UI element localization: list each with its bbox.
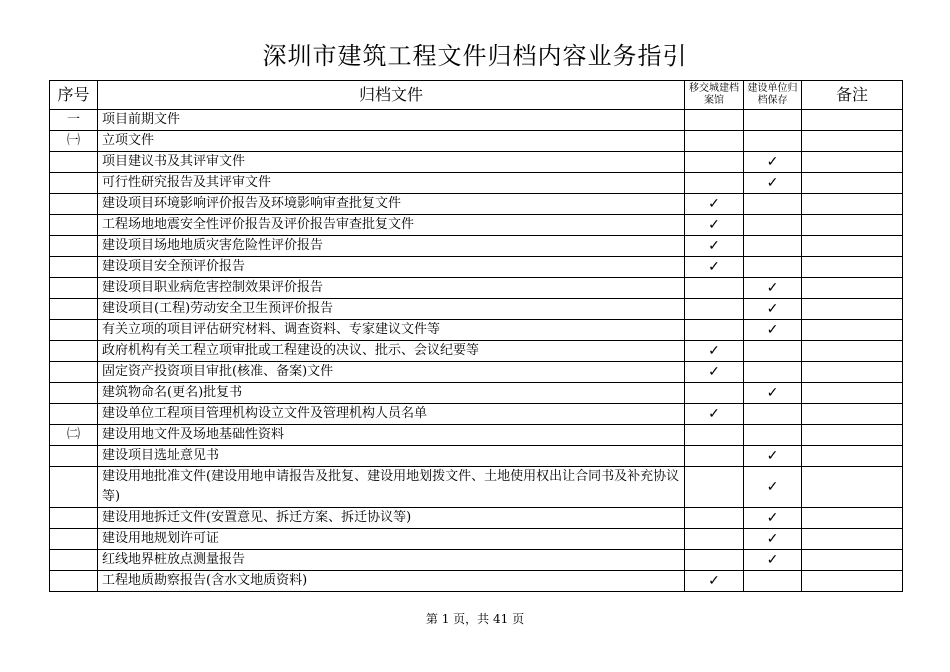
check-icon: ✓ — [685, 257, 744, 278]
transfer-check-cell — [685, 131, 744, 152]
row-seq: 一 — [50, 110, 98, 131]
table-row — [50, 194, 903, 215]
row-name: 建设用地拆迁文件(安置意见、拆迁方案、拆迁协议等) — [98, 508, 685, 529]
check-icon: ✓ — [685, 341, 744, 362]
row-name: 项目前期文件 — [98, 110, 685, 131]
row-name: 建设用地规划许可证 — [98, 529, 685, 550]
table-row — [50, 550, 903, 571]
row-seq — [50, 362, 98, 383]
row-note — [802, 341, 903, 362]
row-name: 工程地质勘察报告(含水文地质资料) — [98, 571, 685, 592]
page-footer: 第 1 页，共 41 页 — [425, 612, 525, 626]
header-unit-archive: 建设单位归档保存 — [744, 81, 802, 110]
row-seq: ㈡ — [50, 425, 98, 446]
transfer-check-cell — [685, 550, 744, 571]
row-note — [802, 236, 903, 257]
check-icon: ✓ — [744, 278, 802, 299]
table-row — [50, 278, 903, 299]
table-row — [50, 383, 903, 404]
row-note — [802, 278, 903, 299]
row-note — [802, 215, 903, 236]
row-seq: ㈠ — [50, 131, 98, 152]
unit-check-cell — [744, 571, 802, 592]
unit-check-cell — [744, 341, 802, 362]
check-icon: ✓ — [744, 383, 802, 404]
row-name: 红线地界桩放点测量报告 — [98, 550, 685, 571]
row-name: 固定资产投资项目审批(核准、备案)文件 — [98, 362, 685, 383]
transfer-check-cell — [685, 152, 744, 173]
table-row — [50, 508, 903, 529]
check-icon: ✓ — [744, 173, 802, 194]
row-name: 建设项目环境影响评价报告及环境影响审查批复文件 — [98, 194, 685, 215]
row-name: 有关立项的项目评估研究材料、调查资料、专家建议文件等 — [98, 320, 685, 341]
row-seq — [50, 550, 98, 571]
transfer-check-cell — [685, 425, 744, 446]
table-row — [50, 404, 903, 425]
row-seq — [50, 404, 98, 425]
transfer-check-cell — [685, 173, 744, 194]
transfer-check-cell — [685, 278, 744, 299]
table-row — [50, 529, 903, 550]
check-icon: ✓ — [744, 299, 802, 320]
transfer-check-cell — [685, 320, 744, 341]
row-name: 建设项目场地地质灾害危险性评价报告 — [98, 236, 685, 257]
check-icon: ✓ — [685, 194, 744, 215]
table-row — [50, 173, 903, 194]
row-name: 建设项目职业病危害控制效果评价报告 — [98, 278, 685, 299]
row-seq — [50, 278, 98, 299]
table-row — [50, 110, 903, 131]
row-seq — [50, 194, 98, 215]
row-note — [802, 110, 903, 131]
row-name: 建设项目(工程)劳动安全卫生预评价报告 — [98, 299, 685, 320]
row-note — [802, 467, 903, 508]
row-seq — [50, 341, 98, 362]
check-icon: ✓ — [685, 571, 744, 592]
transfer-check-cell — [685, 299, 744, 320]
check-icon: ✓ — [685, 236, 744, 257]
check-icon: ✓ — [744, 446, 802, 467]
transfer-check-cell — [685, 508, 744, 529]
row-name: 项目建议书及其评审文件 — [98, 152, 685, 173]
row-name: 建设用地批准文件(建设用地申请报告及批复、建设用地划拨文件、土地使用权出让合同书及补充协议等) — [98, 467, 685, 508]
unit-check-cell — [744, 215, 802, 236]
row-note — [802, 299, 903, 320]
table-row — [50, 299, 903, 320]
row-name: 工程场地地震安全性评价报告及评价报告审查批复文件 — [98, 215, 685, 236]
row-name: 建设用地文件及场地基础性资料 — [98, 425, 685, 446]
header-row — [50, 81, 903, 110]
table-row — [50, 236, 903, 257]
row-seq — [50, 508, 98, 529]
row-name: 可行性研究报告及其评审文件 — [98, 173, 685, 194]
row-seq — [50, 529, 98, 550]
check-icon: ✓ — [685, 362, 744, 383]
table-row — [50, 215, 903, 236]
check-icon: ✓ — [744, 508, 802, 529]
row-seq — [50, 446, 98, 467]
page-title: 深圳市建筑工程文件归档内容业务指引 — [262, 42, 688, 70]
row-note — [802, 571, 903, 592]
table-row — [50, 362, 903, 383]
row-note — [802, 131, 903, 152]
header-note: 备注 — [802, 81, 903, 110]
row-name: 建筑物命名(更名)批复书 — [98, 383, 685, 404]
row-name: 建设项目选址意见书 — [98, 446, 685, 467]
transfer-check-cell — [685, 467, 744, 508]
row-seq — [50, 571, 98, 592]
row-note — [802, 529, 903, 550]
row-seq — [50, 320, 98, 341]
transfer-check-cell — [685, 383, 744, 404]
archive-table — [49, 80, 903, 592]
header-name: 归档文件 — [98, 81, 685, 110]
row-note — [802, 152, 903, 173]
row-note — [802, 362, 903, 383]
unit-check-cell — [744, 257, 802, 278]
table-row — [50, 571, 903, 592]
row-seq — [50, 173, 98, 194]
row-seq — [50, 299, 98, 320]
check-icon: ✓ — [744, 550, 802, 571]
header-transfer-archive: 移交城建档案馆 — [685, 81, 744, 110]
row-note — [802, 550, 903, 571]
table-row — [50, 257, 903, 278]
unit-check-cell — [744, 404, 802, 425]
row-seq — [50, 383, 98, 404]
row-seq — [50, 467, 98, 508]
row-name: 建设项目安全预评价报告 — [98, 257, 685, 278]
check-icon: ✓ — [744, 529, 802, 550]
check-icon: ✓ — [744, 320, 802, 341]
unit-check-cell — [744, 236, 802, 257]
table-row — [50, 341, 903, 362]
unit-check-cell — [744, 110, 802, 131]
row-seq — [50, 152, 98, 173]
table-row — [50, 467, 903, 508]
row-note — [802, 194, 903, 215]
row-note — [802, 446, 903, 467]
table-row — [50, 425, 903, 446]
row-note — [802, 383, 903, 404]
unit-check-cell — [744, 425, 802, 446]
row-seq — [50, 236, 98, 257]
row-note — [802, 257, 903, 278]
row-note — [802, 173, 903, 194]
unit-check-cell — [744, 194, 802, 215]
row-name: 建设单位工程项目管理机构设立文件及管理机构人员名单 — [98, 404, 685, 425]
row-note — [802, 404, 903, 425]
table-row — [50, 446, 903, 467]
row-seq — [50, 257, 98, 278]
row-seq — [50, 215, 98, 236]
transfer-check-cell — [685, 529, 744, 550]
check-icon: ✓ — [685, 404, 744, 425]
row-name: 政府机构有关工程立项审批或工程建设的决议、批示、会议纪要等 — [98, 341, 685, 362]
transfer-check-cell — [685, 110, 744, 131]
table-row — [50, 131, 903, 152]
header-seq: 序号 — [50, 81, 98, 110]
table-row — [50, 320, 903, 341]
check-icon: ✓ — [744, 467, 802, 508]
unit-check-cell — [744, 131, 802, 152]
unit-check-cell — [744, 362, 802, 383]
table-row — [50, 152, 903, 173]
check-icon: ✓ — [744, 152, 802, 173]
row-note — [802, 320, 903, 341]
row-note — [802, 508, 903, 529]
check-icon: ✓ — [685, 215, 744, 236]
transfer-check-cell — [685, 446, 744, 467]
row-note — [802, 425, 903, 446]
row-name: 立项文件 — [98, 131, 685, 152]
